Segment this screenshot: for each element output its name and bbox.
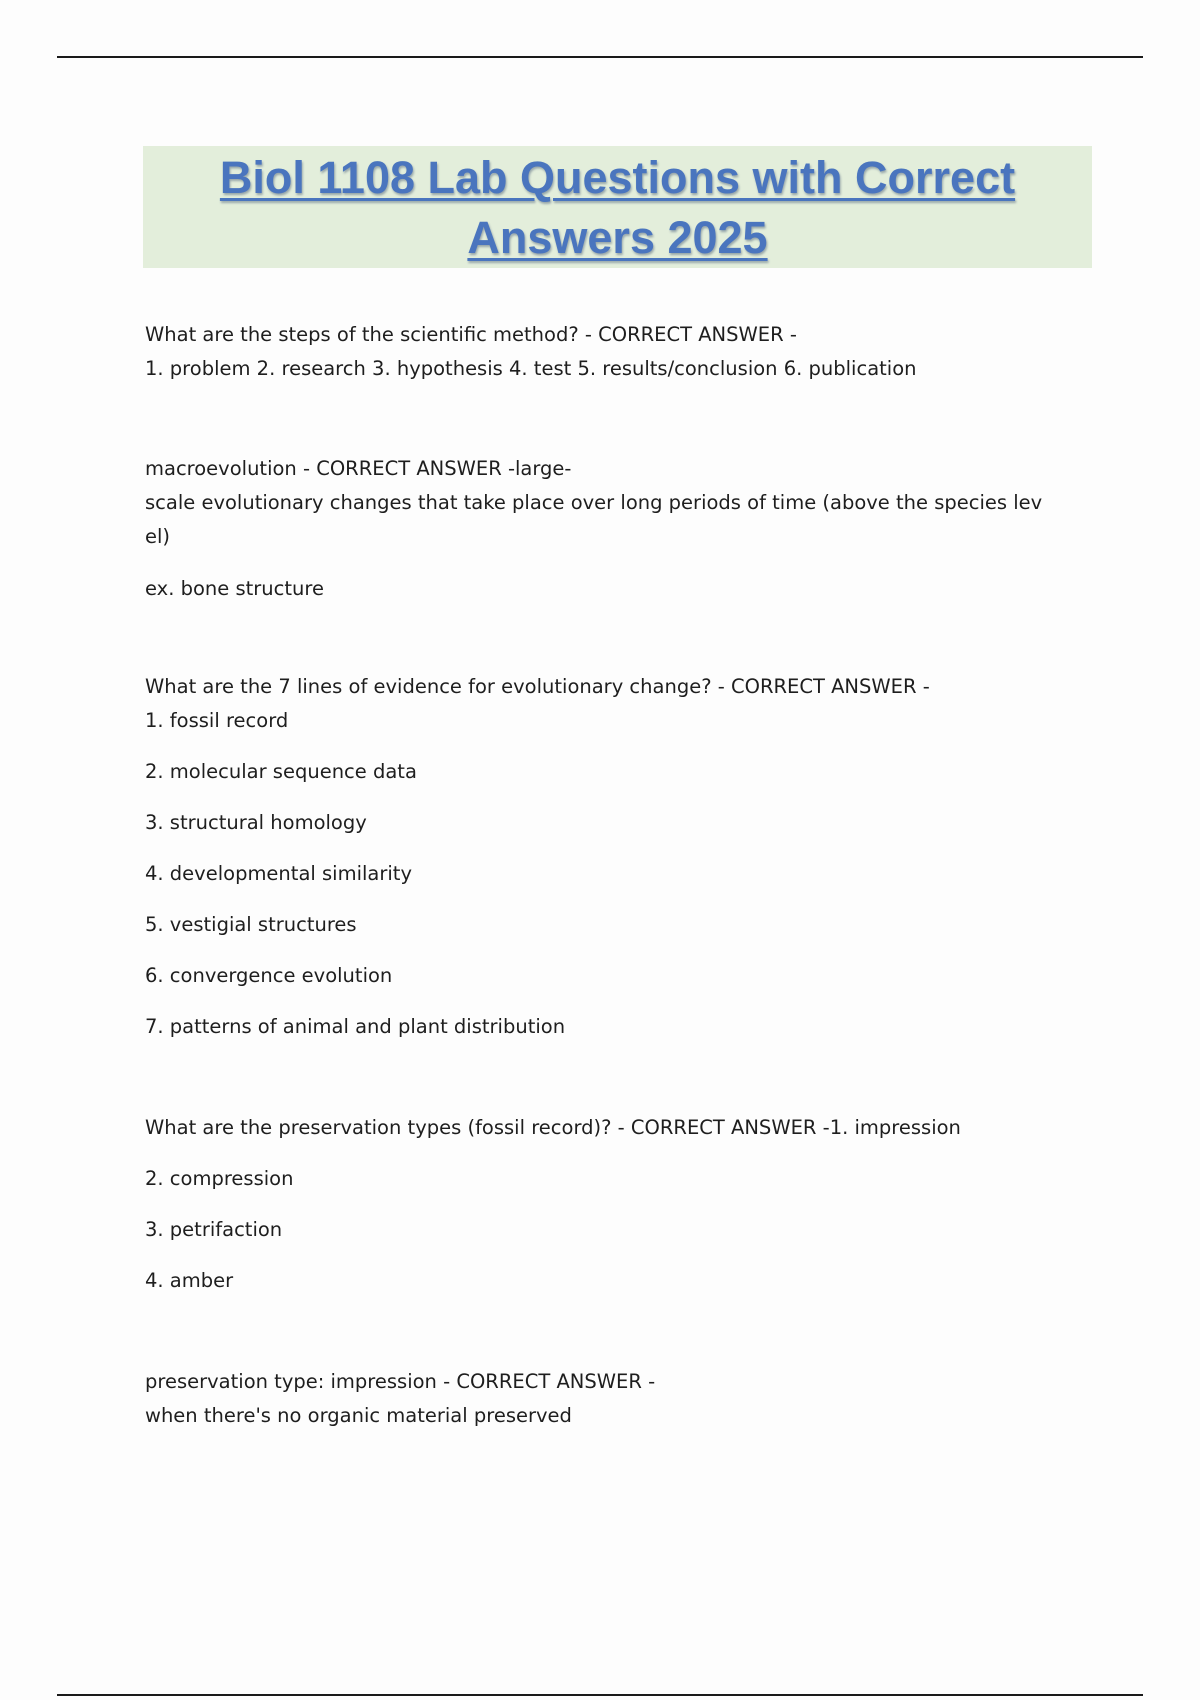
- qa-item-impression: [145, 1365, 1085, 1433]
- question-text: What are the 7 lines of evidence for evolutionary change? - CORRECT ANSWER -: [145, 675, 930, 698]
- list-item: 5. vestigial structures: [145, 913, 357, 936]
- qa-item-macroevolution: [145, 452, 1085, 606]
- question-text: preservation type: impression - CORRECT ANSWER -: [145, 1370, 656, 1393]
- answer-example: ex. bone structure: [145, 577, 324, 600]
- list-item: 7. patterns of animal and plant distribution: [145, 1015, 566, 1038]
- list-item: 2. compression: [145, 1167, 294, 1190]
- answer-text: 1. problem 2. research 3. hypothesis 4. test 5. results/conclusion 6. publication: [145, 357, 917, 380]
- qa-item-preservation-types: [145, 1111, 1085, 1298]
- answer-text: scale evolutionary changes that take place over long periods of time (above the species lev: [145, 491, 1043, 514]
- title-line-1: Biol 1108 Lab Questions with Correct: [219, 152, 1016, 203]
- qa-item-scientific-method: [145, 318, 1085, 386]
- question-text: What are the preservation types (fossil record)? - CORRECT ANSWER -1. impression: [145, 1116, 961, 1139]
- answer-text: when there's no organic material preserved: [145, 1404, 572, 1427]
- header-rule: [57, 56, 1143, 58]
- footer-rule: [57, 1694, 1143, 1696]
- question-text: macroevolution - CORRECT ANSWER -large-: [145, 457, 572, 480]
- list-item: 4. developmental similarity: [145, 862, 412, 885]
- list-item: 3. petrifaction: [145, 1218, 283, 1241]
- list-item: 2. molecular sequence data: [145, 760, 417, 783]
- question-text: What are the steps of the scientific method? - CORRECT ANSWER -: [145, 323, 797, 346]
- qa-content: [145, 318, 1085, 1433]
- document-title: [143, 146, 1092, 268]
- answer-text: el): [145, 525, 171, 548]
- list-item: 4. amber: [145, 1269, 234, 1292]
- list-item: 6. convergence evolution: [145, 964, 393, 987]
- list-item: 1. fossil record: [145, 709, 289, 732]
- title-line-2: Answers 2025: [467, 212, 768, 263]
- qa-item-evidence: [145, 670, 1085, 1044]
- list-item: 3. structural homology: [145, 811, 367, 834]
